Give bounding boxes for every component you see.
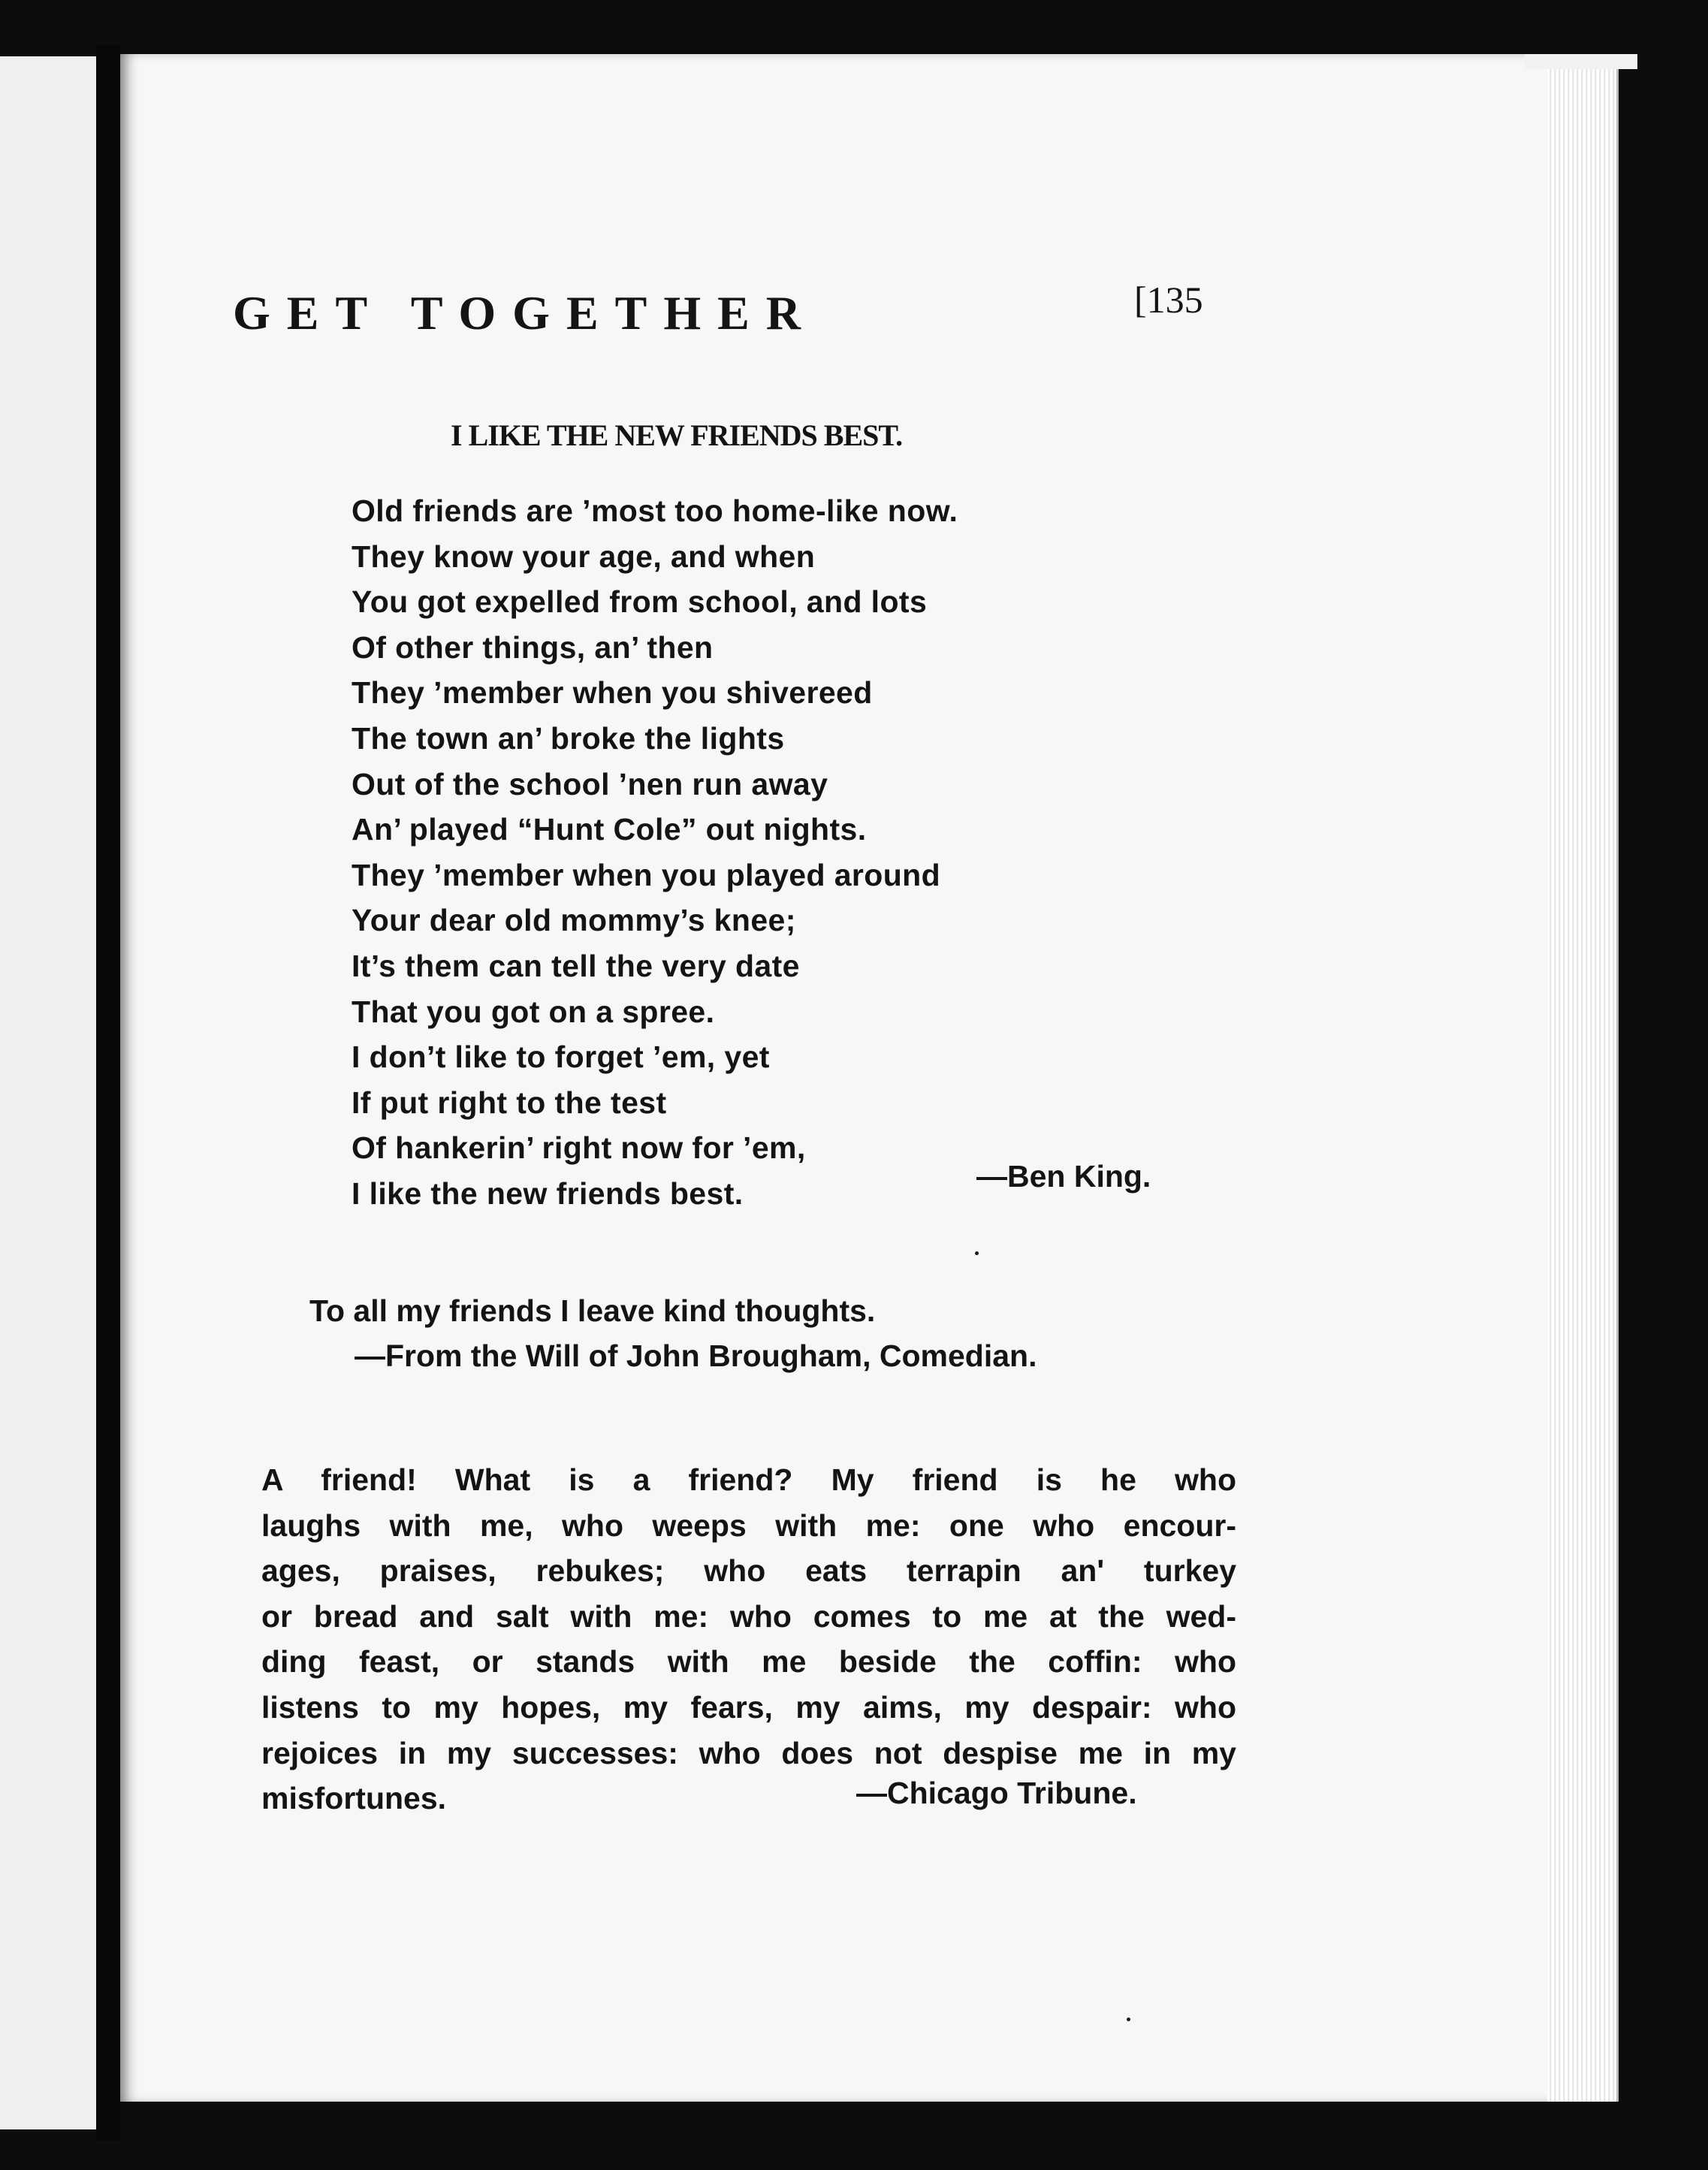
- poem-line: If put right to the test: [352, 1085, 667, 1120]
- paragraph-line: or bread and salt with me: who comes to me at the wed-: [261, 1598, 1236, 1634]
- poem-line: They ’member when you shivereed: [352, 675, 873, 711]
- poem-line: You got expelled from school, and lots: [352, 584, 928, 620]
- paragraph-line: ages, praises, rebukes; who eats terrapin an' turkey: [261, 1553, 1236, 1589]
- print-speck: [975, 1251, 979, 1255]
- book-gutter: [96, 45, 120, 2141]
- paragraph-line: laughs with me, who weeps with me: one who encour-: [261, 1508, 1236, 1543]
- page-stack-top: [1525, 54, 1637, 69]
- poem-line: Of other things, an’ then: [352, 629, 714, 665]
- paragraph-line: misfortunes.: [261, 1781, 447, 1816]
- poem-body: [352, 488, 958, 1217]
- poem-line: The town an’ broke the lights: [352, 720, 785, 756]
- poem-line: I like the new friends best.: [352, 1176, 744, 1211]
- poem-line: Your dear old mommy’s knee;: [352, 903, 796, 938]
- poem-line: They know your age, and when: [352, 539, 816, 574]
- paragraph-line: ding feast, or stands with me beside the coffin: who: [261, 1644, 1236, 1680]
- poem-title: I LIKE THE NEW FRIENDS BEST.: [451, 418, 903, 452]
- paragraph-line: rejoices in my successes: who does not despise me in my: [261, 1735, 1236, 1770]
- will-quote: To all my friends I leave kind thoughts.: [309, 1293, 876, 1328]
- print-speck: [1127, 2018, 1130, 2021]
- running-title: GET TOGETHER: [233, 286, 817, 340]
- poem-line: It’s them can tell the very date: [352, 948, 800, 983]
- poem-line: An’ played “Hunt Cole” out nights.: [352, 812, 867, 847]
- friend-paragraph: [261, 1457, 1236, 1821]
- poem-attribution: —Ben King.: [976, 1159, 1151, 1194]
- poem-line: That you got on a spree.: [352, 994, 715, 1029]
- poem-line: Out of the school ’nen run away: [352, 766, 828, 801]
- page-number: [135: [1134, 279, 1203, 321]
- poem-line: Of hankerin’ right now for ’em,: [352, 1130, 806, 1166]
- poem-line: I don’t like to forget ’em, yet: [352, 1040, 770, 1075]
- paragraph-line: listens to my hopes, my fears, my aims, my despair: who: [261, 1689, 1236, 1725]
- poem-line: They ’member when you played around: [352, 857, 941, 892]
- page-stack-edge: [1547, 54, 1619, 2102]
- facing-page-edge: [0, 56, 96, 2129]
- will-quote-attribution: —From the Will of John Brougham, Comedian.: [355, 1339, 1037, 1373]
- poem-line: Old friends are ’most too home-like now.: [352, 493, 958, 528]
- paragraph-attribution: —Chicago Tribune.: [856, 1776, 1137, 1810]
- paragraph-line: A friend! What is a friend? My friend is he who: [261, 1462, 1236, 1497]
